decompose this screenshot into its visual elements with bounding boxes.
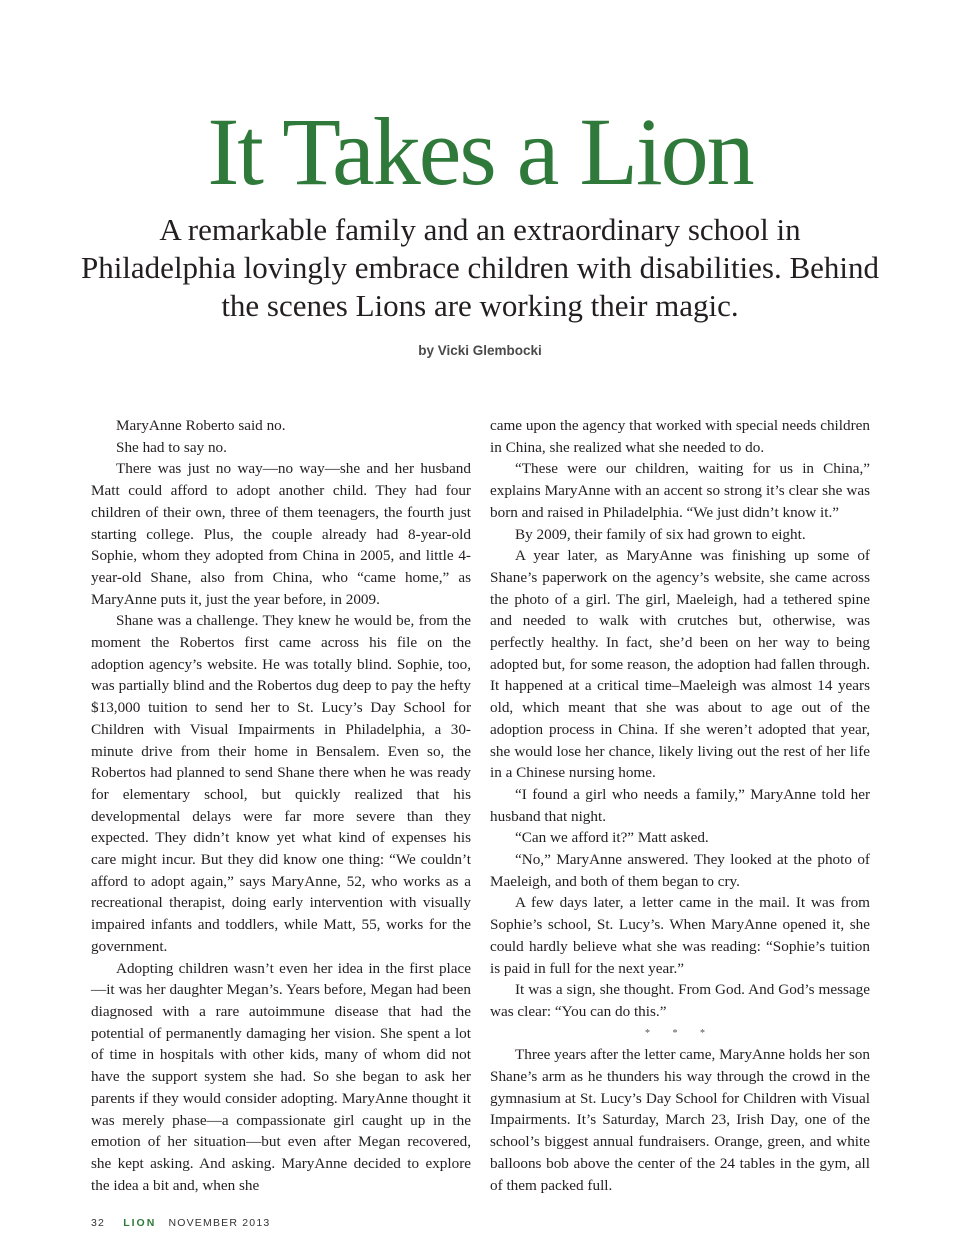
paragraph: Adopting children wasn’t even her idea in the first place—it was her daughter Megan’s. Years before, Megan had been diagnosed with a rare autoimmune disease that had the potential of permanently damaging her vision. She spent a lot of time in hospitals with other kids, many of whom did not have the support system she had. So she began to ask her parents if they would consider adopting. MaryAnne thought it was merely phase—a compassionate girl caught up in the emotion of her situation—but even after Megan recovered, she kept asking. And asking. MaryAnne decided to explore the idea a bit and, when she <box>91 959 471 1194</box>
paragraph: Three years after the letter came, MaryAnne holds her son Shane’s arm as he thunders his way through the crowd in the gymnasium at St. Lucy’s Day School for Children with Visual Impairments. It’s Saturday, March 23, Irish Day, one of the school’s biggest annual fundraisers. Orange, green, and white balloons bob above the center of the 24 tables in the gym, all of them packed full. <box>490 1046 870 1194</box>
page-footer <box>91 1217 270 1229</box>
right-column <box>490 415 870 1196</box>
paragraph: She had to say no. <box>116 438 227 456</box>
section-separator: * * * <box>645 1027 715 1039</box>
magazine-name: LION <box>123 1217 157 1229</box>
issue-date: NOVEMBER 2013 <box>168 1217 271 1229</box>
article-title: It Takes a Lion <box>207 98 753 205</box>
paragraph: “No,” MaryAnne answered. They looked at the photo of Maeleigh, and both of them began to cry. <box>490 851 870 890</box>
paragraph: A year later, as MaryAnne was finishing up some of Shane’s paperwork on the agency’s website, she came across the photo of a girl. The girl, Maeleigh, had a tethered spine and needed to walk with crutches but, otherwise, was perfectly healthy. In fact, she’d been on her way to being adopted but, for some reason, the adoption had fallen through. It happened at a critical time–Maeleigh was almost 14 years old, which meant that she was about to age out of the adoption process in China. If she weren’t adopted that year, she would lose her chance, likely living out the rest of her life in a Chinese nursing home. <box>490 547 870 782</box>
paragraph: A few days later, a letter came in the mail. It was from Sophie’s school, St. Lucy’s. When MaryAnne opened it, she could hardly believe what she was reading: “Sophie’s tuition is paid in full for the next year.” <box>490 894 870 977</box>
paragraph: “I found a girl who needs a family,” MaryAnne told her husband that night. <box>490 785 870 825</box>
paragraph: “Can we afford it?” Matt asked. <box>515 829 709 847</box>
left-column <box>91 415 471 1196</box>
paragraph: It was a sign, she thought. From God. And God’s message was clear: “You can do this.” <box>490 981 870 1020</box>
article-deck: A remarkable family and an extraordinary school in Philadelphia lovingly embrace children with disabilities. Behind the scenes Lions are working their magic. <box>80 212 880 323</box>
paragraph: MaryAnne Roberto said no. <box>116 417 286 434</box>
paragraph: By 2009, their family of six had grown to eight. <box>515 525 806 543</box>
paragraph: Shane was a challenge. They knew he would be, from the moment the Robertos first came across his file on the adoption agency’s website. He was totally blind. Sophie, too, was partially blind and the Robertos dug deep to pay the hefty $13,000 tuition to send her to St. Lucy’s Day School for Children with Visual Impairments in Philadelphia, a 30-minute drive from their home in Bensalem. Even so, the Robertos had planned to send Shane there when he was ready for elementary school, but quickly realized that his developmental delays were far more severe than they expected. They didn’t know yet what kind of expenses his care might incur. But they did know one thing: “We couldn’t afford to adopt again,” says MaryAnne, 52, who works as a recreational therapist, doing early intervention with visually impaired infants and toddlers, while Matt, 55, works for the government. <box>91 612 471 955</box>
paragraph: “These were our children, waiting for us in China,” explains MaryAnne with an accent so strong it’s clear she was born and raised in Philadelphia. “We just didn’t know it.” <box>490 460 870 521</box>
paragraph: There was just no way—no way—she and her husband Matt could afford to adopt another child. They had four children of their own, three of them teenagers, the fourth just starting college. Plus, the couple already had 8-year-old Sophie, whom they adopted from China in 2005, and little 4-year-old Shane, also from China, who “came home,” as MaryAnne puts it, just the year before, in 2009. <box>91 460 471 608</box>
paragraph: came upon the agency that worked with special needs children in China, she realized what she needed to do. <box>490 417 870 456</box>
page-number: 32 <box>91 1217 106 1229</box>
article-byline: by Vicki Glembocki <box>418 343 542 358</box>
